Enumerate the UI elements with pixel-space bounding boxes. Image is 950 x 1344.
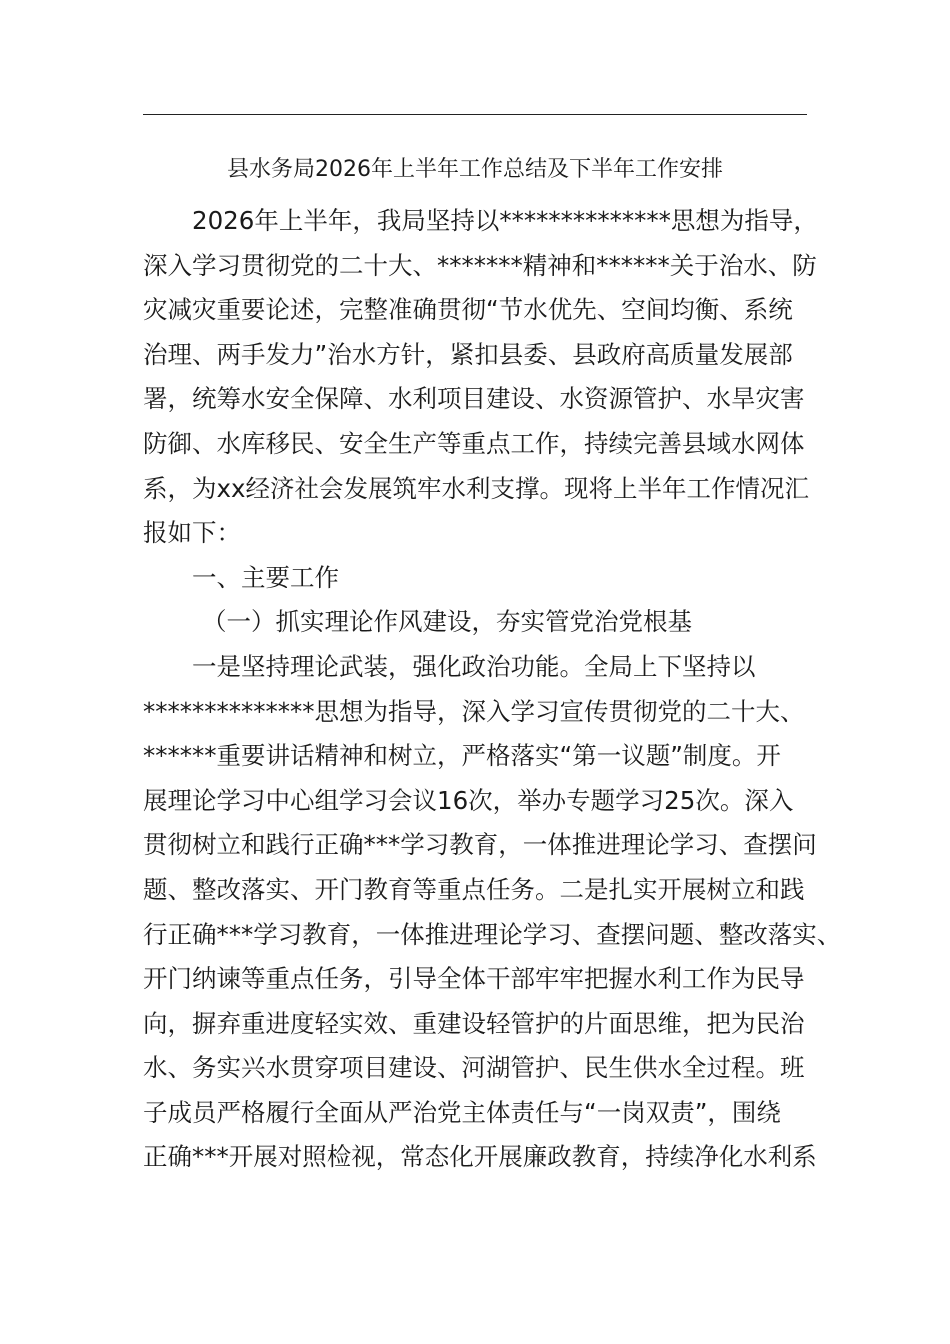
paragraph-line: **************思想为指导，深入学习宣传贯彻党的二十大、: [143, 696, 805, 726]
paragraph-line: 治理、两手发力”治水方针，紧扣县委、县政府高质量发展部: [143, 339, 793, 369]
paragraph-line: 子成员严格履行全面从严治党主体责任与“一岗双责”，围绕: [143, 1097, 781, 1127]
paragraph-line: 正确***开展对照检视，常态化开展廉政教育，持续净化水利系: [143, 1142, 817, 1172]
paragraph-line: 水、务实兴水贯穿项目建设、河湖管护、民生供水全过程。班: [143, 1053, 805, 1083]
paragraph-line: 报如下：: [143, 518, 241, 548]
document-body: [143, 199, 842, 1180]
paragraph-line: 防御、水库移民、安全生产等重点工作，持续完善县域水网体: [143, 428, 805, 458]
paragraph-line: 展理论学习中心组学习会议16次，举办专题学习25次。深入: [143, 785, 794, 815]
header-rule: [143, 114, 807, 115]
paragraph-line: 灾减灾重要论述，完整准确贯彻“节水优先、空间均衡、系统: [143, 295, 793, 325]
paragraph-line: 行正确***学习教育，一体推进理论学习、查摆问题、整改落实、: [143, 919, 842, 949]
subsection-heading: （一）抓实理论作风建设，夯实管党治党根基: [202, 607, 692, 637]
paragraph-line: 开门纳谏等重点任务，引导全体干部牢牢把握水利工作为民导: [143, 964, 805, 994]
paragraph-line: 系，为xx经济社会发展筑牢水利支撑。现将上半年工作情况汇: [143, 473, 809, 503]
paragraph-line: ******重要讲话精神和树立，严格落实“第一议题”制度。开: [143, 741, 781, 771]
paragraph-line: 署，统筹水安全保障、水利项目建设、水资源管护、水旱灾害: [143, 384, 805, 414]
paragraph-line: 向，摒弃重进度轻实效、重建设轻管护的片面思维，把为民治: [143, 1008, 805, 1038]
paragraph-line: 深入学习贯彻党的二十大、*******精神和******关于治水、防: [143, 250, 817, 280]
section-heading: 一、主要工作: [192, 562, 339, 592]
paragraph-line: 2026年上半年，我局坚持以**************思想为指导，: [192, 206, 818, 235]
document-title: 县水务局2026年上半年工作总结及下半年工作安排: [227, 157, 723, 182]
paragraph-line: 题、整改落实、开门教育等重点任务。二是扎实开展树立和践: [143, 874, 805, 904]
paragraph-line: 贯彻树立和践行正确***学习教育，一体推进理论学习、查摆问: [143, 830, 817, 860]
paragraph-line: 一是坚持理论武装，强化政治功能。全局上下坚持以: [192, 651, 756, 681]
